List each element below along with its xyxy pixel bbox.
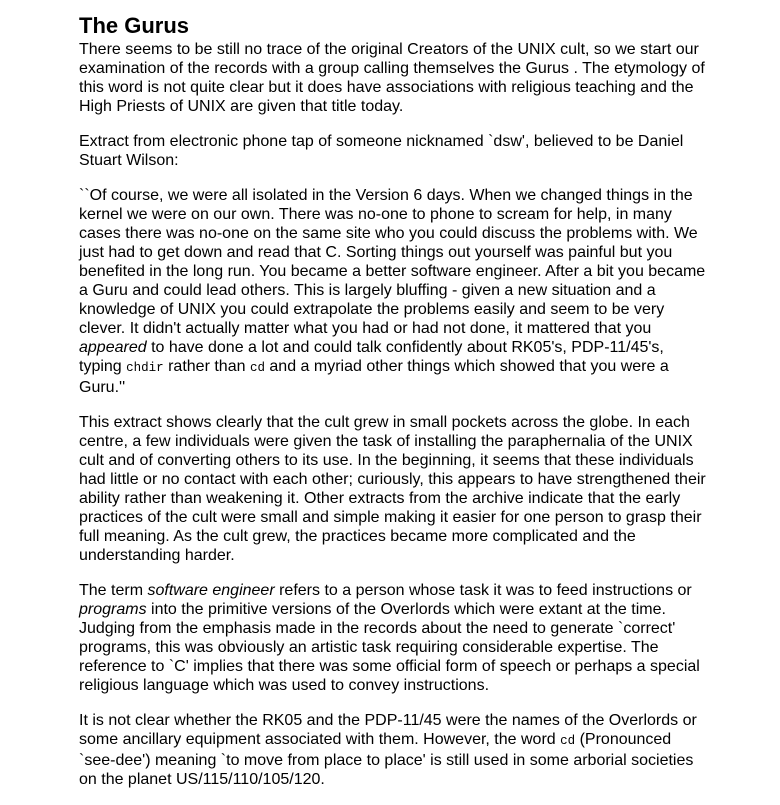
intro-paragraph: There seems to be still no trace of the original Creators of the UNIX cult, so we start our examination of the records with a group calling themselves the Gurus . The etymology of this word is not quite clear but it does have associations with religious teaching and the High Priests of UNIX are given that title today.	[79, 41, 705, 115]
quote-text-1: ``Of course, we were all isolated in the Version 6 days. When we changed things in the kernel we were on our own. There was no-one to phone to scream for help, in many cases there was no-one on the same site who you could discuss the problems with. We just had to get down and read that C. Sorting things out yourself was painful but you benefited in the long run. You became a better software engineer. After a bit you became a Guru and could lead others. This is largely bluffing - given a new situation and a knowledge of UNIX you could extrapolate the problems easily and seem to be very clever. It didn't actually matter what you had or had not done, it mattered that you	[79, 187, 706, 337]
quote-paragraph	[79, 186, 707, 397]
ov-text-2: (Pronounced `see-dee') meaning `to move from place to place' is still used in some arborial societies on the planet US/115/110/105/120.	[79, 731, 694, 788]
overlords-paragraph	[79, 711, 707, 789]
document-page	[79, 12, 707, 805]
quote-text-4: and a myriad other things which showed that you were a Guru.''	[79, 358, 669, 396]
quote-code-cd: cd	[249, 361, 265, 375]
ov-code-cd: cd	[560, 734, 576, 748]
se-text-3: into the primitive versions of the Overlords which were extant at the time. Judging from the emphasis made in the records about the need to generate `correct' programs, this was obviously an artistic task requiring considerable expertise. The reference to `C' implies that there was some official form of speech or perhaps a special religious language which was used to convey instructions.	[79, 601, 700, 694]
ov-text-1: It is not clear whether the RK05 and the PDP-11/45 were the names of the Overlords or some ancillary equipment associated with them. However, the word	[79, 712, 697, 748]
quote-text-2: to have done a lot and could talk confidently about RK05's, PDP-11/45's, typing	[79, 339, 664, 375]
page-title: The Gurus	[79, 13, 190, 38]
software-engineer-paragraph	[79, 581, 707, 695]
extract-intro-paragraph: Extract from electronic phone tap of someone nicknamed `dsw', believed to be Daniel Stuart Wilson:	[79, 133, 684, 169]
se-emphasis-software-engineer: software engineer	[147, 582, 275, 599]
analysis-paragraph: This extract shows clearly that the cult grew in small pockets across the globe. In each centre, a few individuals were given the task of installing the paraphernalia of the UNIX cult and of converting others to its use. In the beginning, it seems that these individuals had little or no contact with each other; curiously, this appears to have strengthened their ability rather than weakening it. Other extracts from the archive indicate that the early practices of the cult were small and simple making it easier for one person to grasp their full meaning. As the cult grew, the practices became more complicated and the understanding harder.	[79, 414, 706, 564]
se-emphasis-programs: programs	[79, 601, 147, 618]
se-text-2: refers to a person whose task it was to feed instructions or	[274, 582, 692, 599]
quote-text-3: rather than	[163, 358, 250, 375]
se-text-1: The term	[79, 582, 148, 599]
quote-code-chdir: chdir	[126, 361, 164, 375]
quote-emphasis-appeared: appeared	[79, 339, 147, 356]
